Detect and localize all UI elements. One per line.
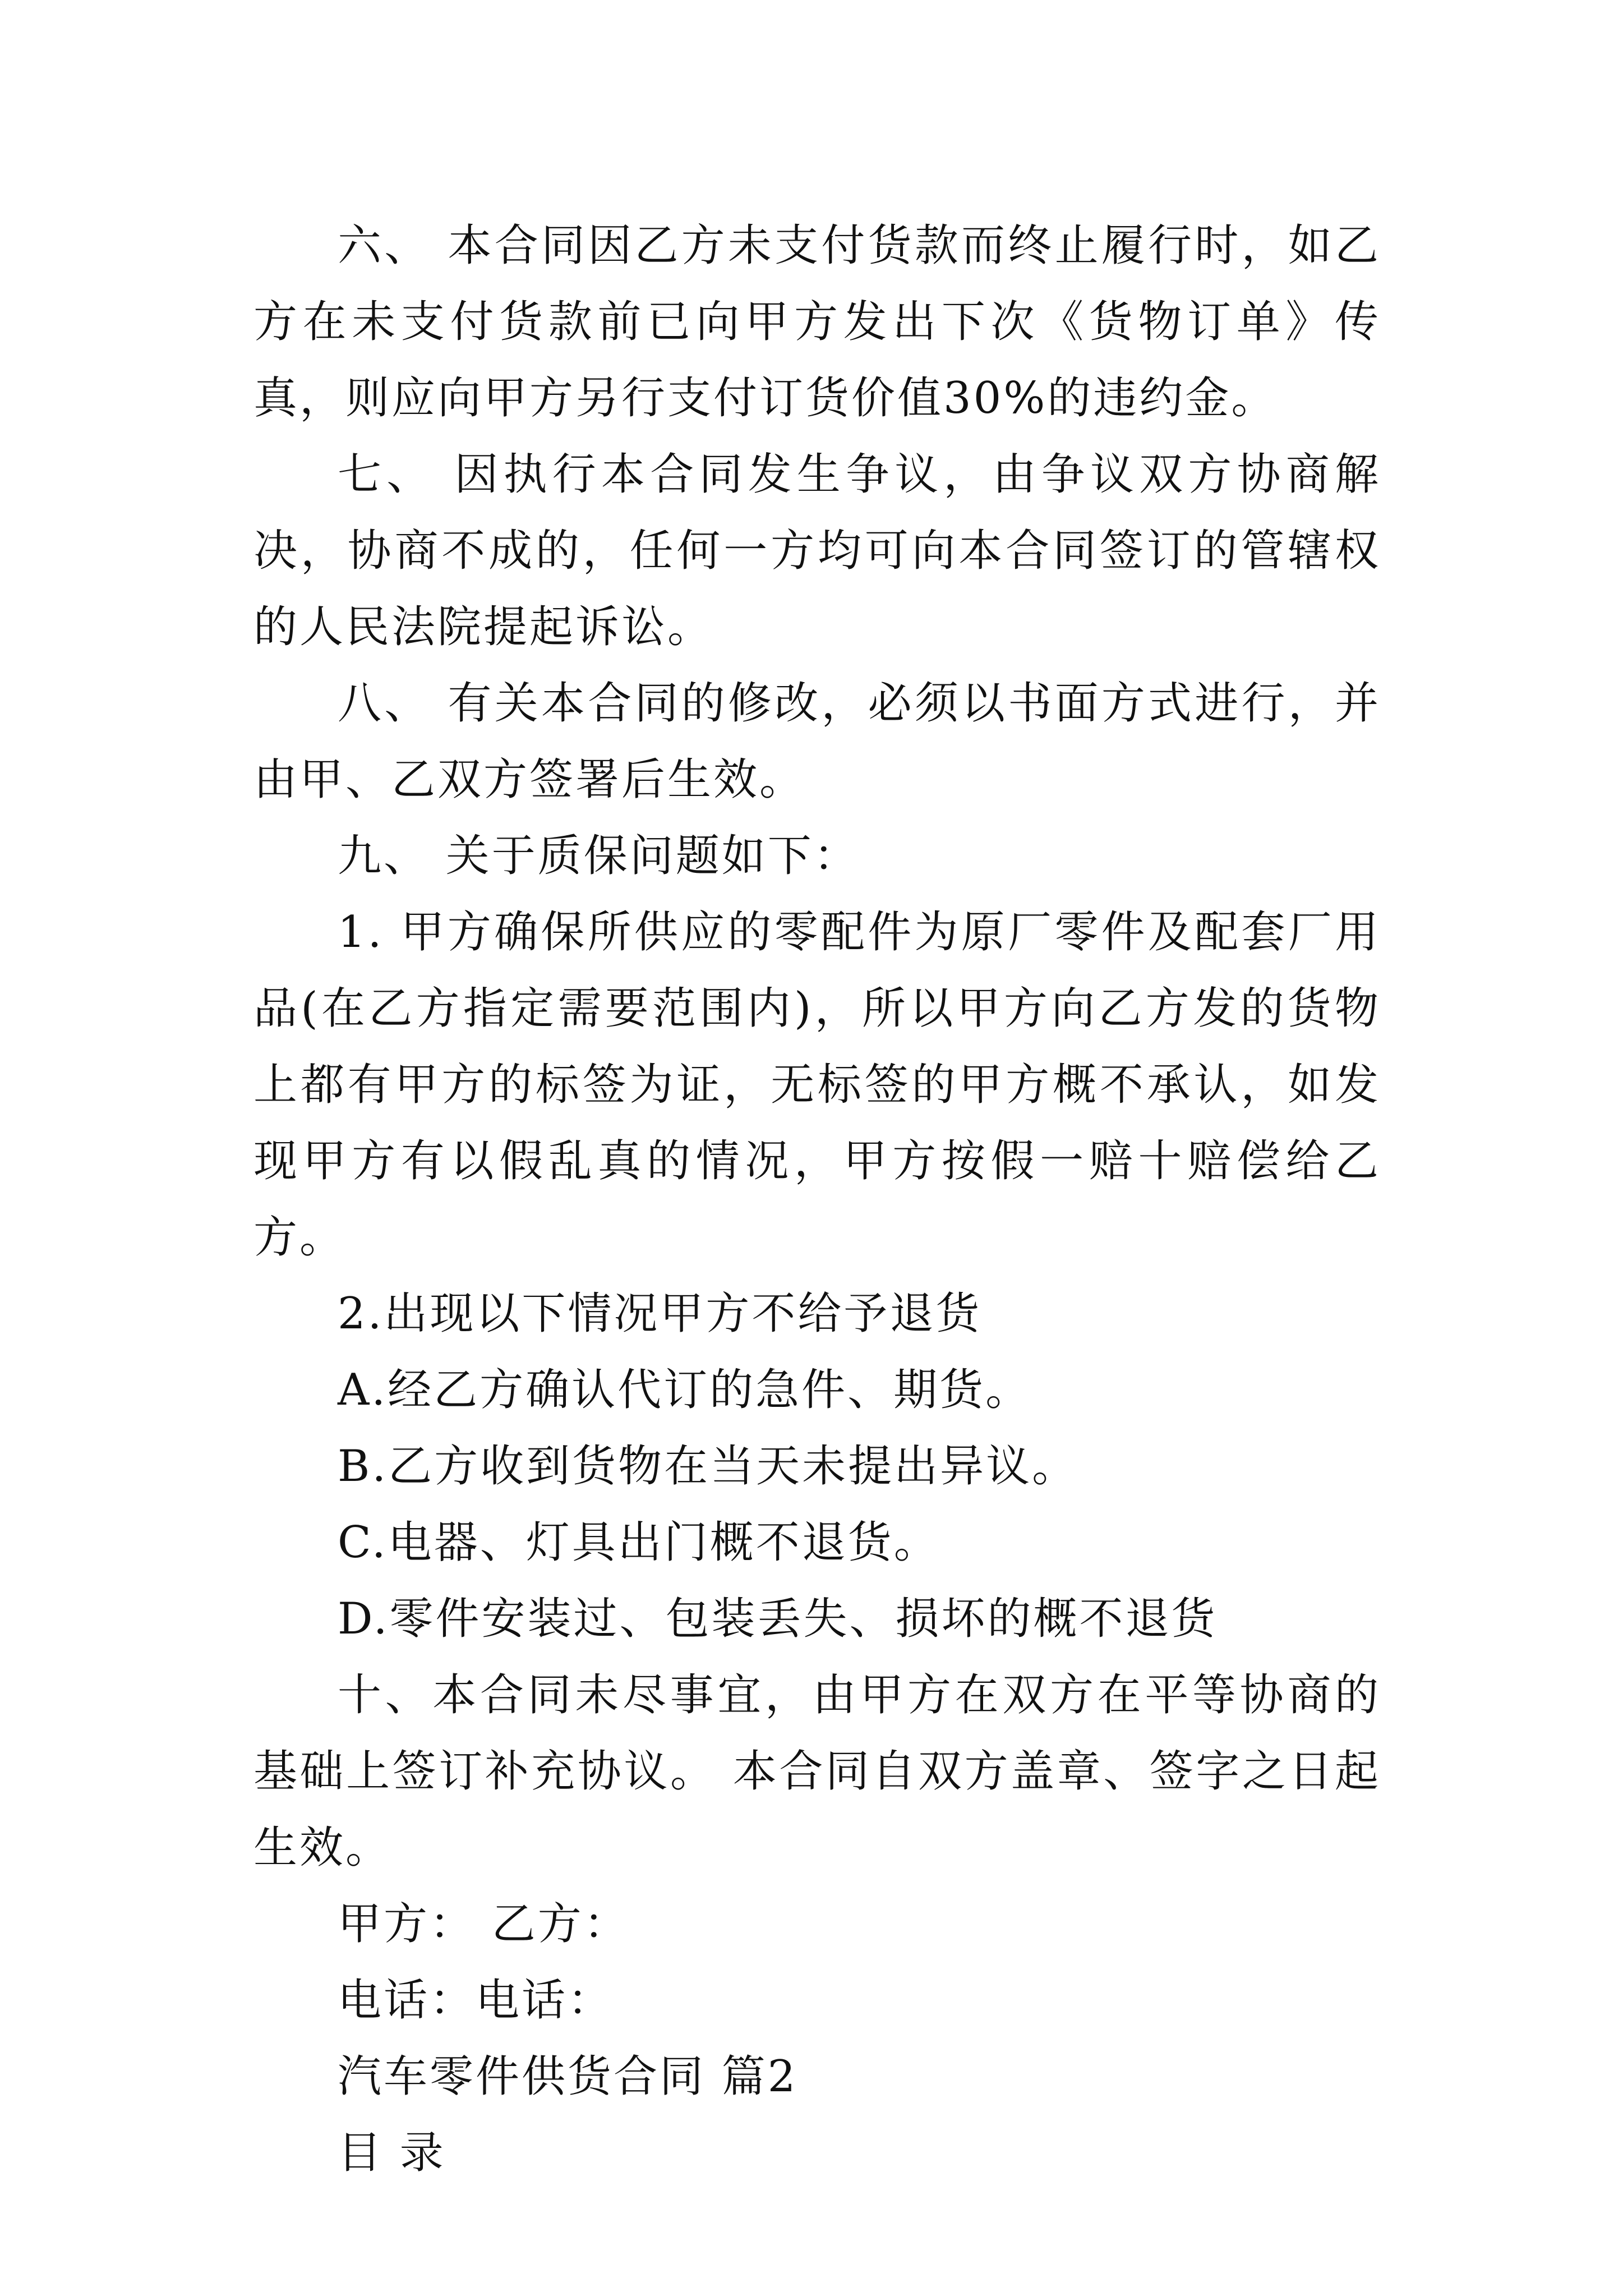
clause-6: 六、 本合同因乙方未支付货款而终止履行时，如乙方在未支付货款前已向甲方发出下次《货物订单》传真，则应向甲方另行支付订货价值30%的违约金。 bbox=[253, 220, 1381, 424]
no-return-item-b: B.乙方收到货物在当天未提出异议。 bbox=[338, 1441, 1078, 1492]
clause-10: 十、本合同未尽事宜，由甲方在双方在平等协商的基础上签订补充协议。 本合同自双方盖章、签字之日起生效。 bbox=[253, 1670, 1381, 1873]
no-return-item-a: A.经乙方确认代订的急件、期货。 bbox=[338, 1365, 1032, 1415]
table-of-contents-heading: 目 录 bbox=[338, 2128, 446, 2178]
document-body bbox=[253, 208, 1381, 2191]
no-return-item-c: C.电器、灯具出门概不退货。 bbox=[338, 1517, 940, 1568]
clause-8: 八、 有关本合同的修改，必须以书面方式进行，并由甲、乙双方签署后生效。 bbox=[253, 678, 1381, 805]
no-return-item-d: D.零件安装过、包装丢失、损坏的概不退货 bbox=[338, 1594, 1218, 1644]
clause-7: 七、 因执行本合同发生争议，由争议双方协商解决，协商不成的，任何一方均可向本合同签订的管辖权的人民法院提起诉讼。 bbox=[253, 449, 1381, 652]
warranty-item-2: 2.出现以下情况甲方不给予退货 bbox=[338, 1289, 982, 1339]
section-heading: 汽车零件供货合同 篇2 bbox=[338, 2051, 798, 2102]
warranty-item-1: 1. 甲方确保所供应的零配件为原厂零件及配套厂用品(在乙方指定需要范围内)，所以甲方向乙方发的货物上都有甲方的标签为证，无标签的甲方概不承认，如发现甲方有以假乱真的情况，甲方按假一赔十赔偿给乙方。 bbox=[253, 907, 1381, 1263]
clause-9: 九、 关于质保问题如下： bbox=[338, 831, 860, 881]
party-signature-line: 甲方： 乙方： bbox=[338, 1899, 630, 1949]
phone-line: 电话：电话： bbox=[338, 1975, 614, 2026]
